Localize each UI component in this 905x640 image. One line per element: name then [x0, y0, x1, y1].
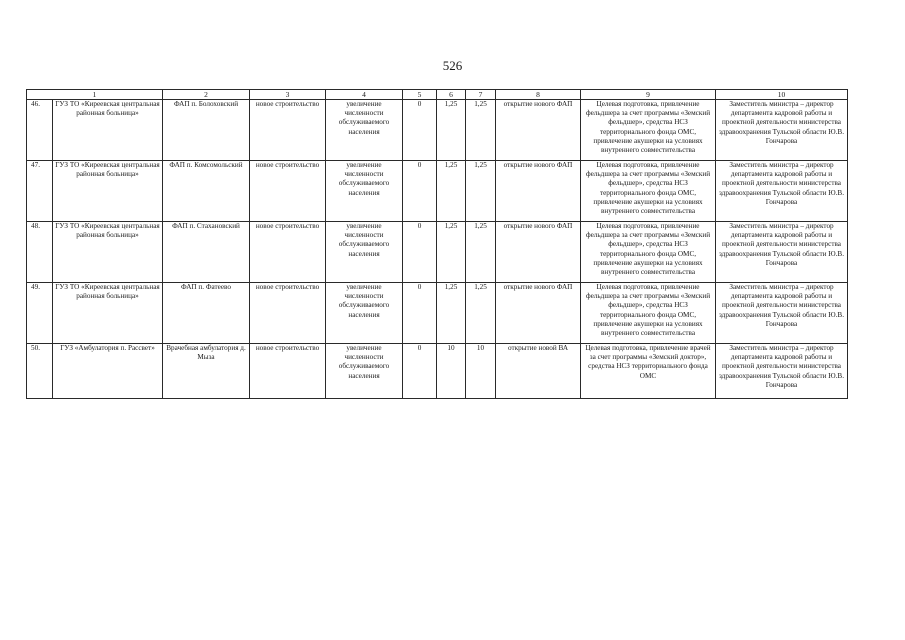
- column-number: 1: [27, 90, 163, 100]
- construction-type-cell: новое строительство: [250, 283, 326, 344]
- row-number: 48.: [27, 222, 53, 283]
- value-col6-cell: 10: [437, 344, 466, 399]
- value-col7-cell: 10: [466, 344, 496, 399]
- row-number: 46.: [27, 100, 53, 161]
- organization-cell: ГУЗ ТО «Киреевская центральная районная больница»: [53, 283, 163, 344]
- result-cell: открытие нового ФАП: [496, 283, 581, 344]
- table-row: [27, 161, 848, 222]
- organization-cell: ГУЗ ТО «Киреевская центральная районная больница»: [53, 161, 163, 222]
- responsible-cell: Заместитель министра – директор департамента кадровой работы и проектной деятельности министерства здравоохранения Тульской области Ю.В. Гончарова: [716, 222, 848, 283]
- object-cell: ФАП п. Болоховский: [163, 100, 250, 161]
- column-number: 3: [250, 90, 326, 100]
- value-col5-cell: 0: [403, 283, 437, 344]
- column-number-row: [27, 90, 848, 100]
- column-number: 2: [163, 90, 250, 100]
- table-row: [27, 100, 848, 161]
- table-body: [27, 90, 848, 399]
- table-row: [27, 222, 848, 283]
- column-number: 9: [581, 90, 716, 100]
- construction-type-cell: новое строительство: [250, 222, 326, 283]
- construction-type-cell: новое строительство: [250, 100, 326, 161]
- construction-type-cell: новое строительство: [250, 344, 326, 399]
- column-number: 8: [496, 90, 581, 100]
- organization-cell: ГУЗ «Амбулатория п. Рассвет»: [53, 344, 163, 399]
- column-number: 5: [403, 90, 437, 100]
- value-col6-cell: 1,25: [437, 161, 466, 222]
- column-number: 10: [716, 90, 848, 100]
- column-number: 7: [466, 90, 496, 100]
- measures-cell: Целевая подготовка, привлечение врачей за счет программы «Земский доктор», средства НСЗ территориального фонда ОМС: [581, 344, 716, 399]
- value-col7-cell: 1,25: [466, 283, 496, 344]
- row-number: 50.: [27, 344, 53, 399]
- responsible-cell: Заместитель министра – директор департамента кадровой работы и проектной деятельности министерства здравоохранения Тульской области Ю.В. Гончарова: [716, 344, 848, 399]
- value-col5-cell: 0: [403, 344, 437, 399]
- organization-cell: ГУЗ ТО «Киреевская центральная районная больница»: [53, 222, 163, 283]
- purpose-cell: увеличение численности обслуживаемого населения: [326, 161, 403, 222]
- value-col7-cell: 1,25: [466, 222, 496, 283]
- measures-cell: Целевая подготовка, привлечение фельдшера за счет программы «Земский фельдшер», средства НСЗ территориального фонда ОМС, привлечение акушерки на условиях внутреннего совместительства: [581, 222, 716, 283]
- result-cell: открытие новой ВА: [496, 344, 581, 399]
- purpose-cell: увеличение численности обслуживаемого населения: [326, 283, 403, 344]
- table-row: [27, 344, 848, 399]
- value-col6-cell: 1,25: [437, 100, 466, 161]
- responsible-cell: Заместитель министра – директор департамента кадровой работы и проектной деятельности министерства здравоохранения Тульской области Ю.В. Гончарова: [716, 161, 848, 222]
- measures-cell: Целевая подготовка, привлечение фельдшера за счет программы «Земский фельдшер», средства НСЗ территориального фонда ОМС, привлечение акушерки на условиях внутреннего совместительства: [581, 100, 716, 161]
- object-cell: ФАП п. Комсомольский: [163, 161, 250, 222]
- row-number: 49.: [27, 283, 53, 344]
- result-cell: открытие нового ФАП: [496, 100, 581, 161]
- value-col7-cell: 1,25: [466, 100, 496, 161]
- measures-cell: Целевая подготовка, привлечение фельдшера за счет программы «Земский фельдшер», средства НСЗ территориального фонда ОМС, привлечение акушерки на условиях внутреннего совместительства: [581, 161, 716, 222]
- value-col5-cell: 0: [403, 161, 437, 222]
- result-cell: открытие нового ФАП: [496, 161, 581, 222]
- responsible-cell: Заместитель министра – директор департамента кадровой работы и проектной деятельности министерства здравоохранения Тульской области Ю.В. Гончарова: [716, 283, 848, 344]
- construction-type-cell: новое строительство: [250, 161, 326, 222]
- value-col5-cell: 0: [403, 222, 437, 283]
- purpose-cell: увеличение численности обслуживаемого населения: [326, 100, 403, 161]
- result-cell: открытие нового ФАП: [496, 222, 581, 283]
- object-cell: Врачебная амбулатория д. Мыза: [163, 344, 250, 399]
- responsible-cell: Заместитель министра – директор департамента кадровой работы и проектной деятельности министерства здравоохранения Тульской области Ю.В. Гончарова: [716, 100, 848, 161]
- organization-cell: ГУЗ ТО «Киреевская центральная районная больница»: [53, 100, 163, 161]
- column-number: 4: [326, 90, 403, 100]
- object-cell: ФАП п. Фатеево: [163, 283, 250, 344]
- value-col7-cell: 1,25: [466, 161, 496, 222]
- table-row: [27, 283, 848, 344]
- value-col5-cell: 0: [403, 100, 437, 161]
- plan-table: [26, 89, 848, 399]
- object-cell: ФАП п. Стахановский: [163, 222, 250, 283]
- row-number: 47.: [27, 161, 53, 222]
- value-col6-cell: 1,25: [437, 283, 466, 344]
- page-number: 526: [442, 58, 463, 73]
- purpose-cell: увеличение численности обслуживаемого населения: [326, 344, 403, 399]
- measures-cell: Целевая подготовка, привлечение фельдшера за счет программы «Земский фельдшер», средства НСЗ территориального фонда ОМС, привлечение акушерки на условиях внутреннего совместительства: [581, 283, 716, 344]
- value-col6-cell: 1,25: [437, 222, 466, 283]
- purpose-cell: увеличение численности обслуживаемого населения: [326, 222, 403, 283]
- column-number: 6: [437, 90, 466, 100]
